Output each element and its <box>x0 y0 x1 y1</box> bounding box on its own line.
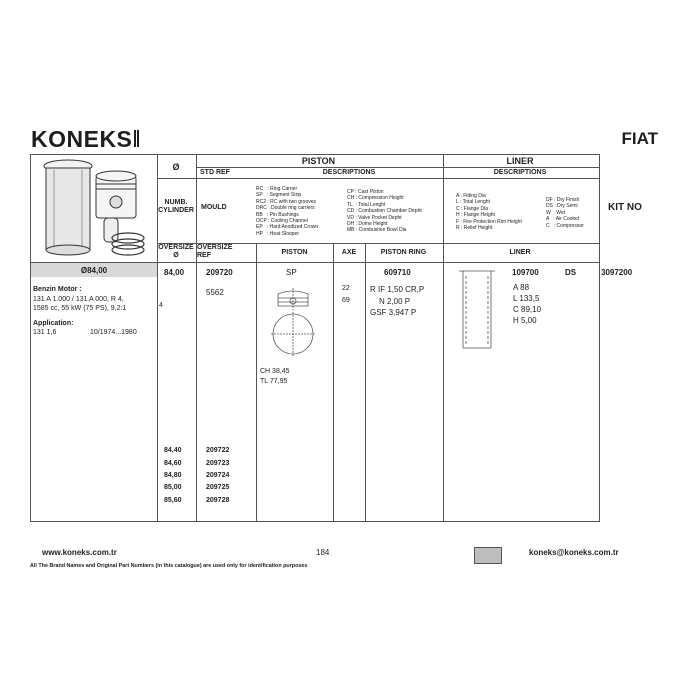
liner-codes-left: A : Fitting Dia L : Total Lenght C : Flange Dia H : Flange Height F : Fire Protection Rim Height R : Relief Height <box>456 193 522 232</box>
cylinder-count: 4 <box>159 302 163 309</box>
piston-drawing-icon <box>96 171 136 218</box>
kit-no-header: KIT NO <box>608 202 642 213</box>
oversize-ref-4: 209725 <box>206 484 230 491</box>
product-illustration <box>36 156 152 260</box>
oversize-ref-1: 209722 <box>206 447 230 454</box>
oversize-ref-header: OVERSIZE REF <box>197 244 233 259</box>
liner-descriptions-header: DESCRIPTIONS <box>493 169 547 176</box>
piston-tl: TL 77,95 <box>260 378 288 385</box>
piston-descriptions-header: DESCRIPTIONS <box>322 169 376 176</box>
oversize-size-4: 85,00 <box>164 484 182 491</box>
axe-header: AXE <box>341 249 357 256</box>
oversize-size-5: 85,60 <box>164 497 182 504</box>
piston-ch: CH 38,45 <box>260 368 290 375</box>
kit-no-value: 3097200 <box>601 268 633 277</box>
oversize-ref-5: 209728 <box>206 497 230 504</box>
engine-title: Benzin Motor : <box>33 286 82 293</box>
std-oversize: 84,00 <box>164 268 185 277</box>
liner-diagram-icon <box>457 268 497 352</box>
liner-drawing-icon <box>44 160 92 255</box>
liner-ref: 109700 <box>512 268 539 277</box>
piston-header: PISTON <box>301 156 336 166</box>
piston-codes-left: RC : Ring Carrier SP : Segment Strip RC2 : RC with two grooves DRC : Double ring carriers BB : Pin Bushings OCP : Cooling Channel EP : Hard Anodized Crown HP : Heat Slooper <box>256 186 319 237</box>
axe-value-2: 69 <box>342 297 350 304</box>
ring-spec-2: N 2,00 P <box>379 297 411 306</box>
koneks-logo <box>31 126 139 153</box>
piston-ring-ref: 609710 <box>384 268 411 277</box>
liner-spec-a: A 88 <box>513 283 530 292</box>
footer-disclaimer: All The Brand Names and Original Part Numbers (in this catalogue) are used only for identification purposes <box>30 563 308 569</box>
engine-description: 131 A 1.000 / 131 A 000, R 4, 1585 cc, 55 kW (75 PS), 9,2:1 <box>33 296 127 312</box>
piston-pin-icon <box>104 218 118 242</box>
oversize-ref-3: 209724 <box>206 472 230 479</box>
logo-text: KONEKS <box>31 126 133 152</box>
diameter-header: Ø <box>172 162 180 172</box>
footer-email: koneks@koneks.com.tr <box>529 548 619 557</box>
piston-sub-header: PISTON <box>281 249 308 256</box>
footer-website: www.koneks.com.tr <box>42 548 117 557</box>
liner-sub-header: LINER <box>509 249 531 256</box>
oversize-ref-2: 209723 <box>206 460 230 467</box>
piston-codes-right: CP : Cast Piston CH : Compression Height TL : Total Lenght CD : Combustion Chamber Depht VD : Valve Pocket Depht DH : Dome Height MB : Combustion Bowl Dia <box>347 189 422 234</box>
numb-cylinder-header: NUMB. CYLINDER <box>158 199 194 214</box>
liner-type: DS <box>565 268 577 277</box>
ring-spec-3: GSF 3,947 P <box>370 308 417 317</box>
piston-ring-header: PISTON RING <box>380 249 427 256</box>
logo-bars-icon <box>133 126 139 153</box>
liner-spec-h: H 5,00 <box>513 316 537 325</box>
application-title: Application: <box>33 320 74 327</box>
oversize-size-2: 84,60 <box>164 460 182 467</box>
axe-value-1: 22 <box>342 285 350 292</box>
liner-spec-c: C 89,10 <box>513 305 542 314</box>
ring-spec-1: R IF 1,50 CR,P <box>370 285 425 294</box>
application-years: 10/1974...1980 <box>90 329 137 336</box>
mould-header: MOULD <box>201 204 227 211</box>
piston-type: SP <box>286 268 297 277</box>
brand-color-swatch <box>474 547 502 564</box>
brand-title: FIAT <box>621 129 658 148</box>
piston-diagram-icon <box>270 286 316 358</box>
liner-spec-l: L 133,5 <box>513 294 540 303</box>
std-ref-header: STD REF <box>200 169 230 176</box>
oversize-size-1: 84,40 <box>164 447 182 454</box>
oversize-header: OVERSIZE Ø <box>158 244 194 259</box>
liner-header: LINER <box>506 156 534 166</box>
oversize-size-3: 84,80 <box>164 472 182 479</box>
application-model: 131 1,6 <box>33 329 57 336</box>
product-diameter: Ø84,00 <box>80 266 108 275</box>
page-number: 184 <box>316 548 330 557</box>
mould-value: 5562 <box>206 288 224 297</box>
std-ref-value: 209720 <box>206 268 233 277</box>
liner-codes-right: DF : Dry Finish DS : Dry Semi W : Wet A : Air Cooled C : Compressor <box>546 197 584 229</box>
